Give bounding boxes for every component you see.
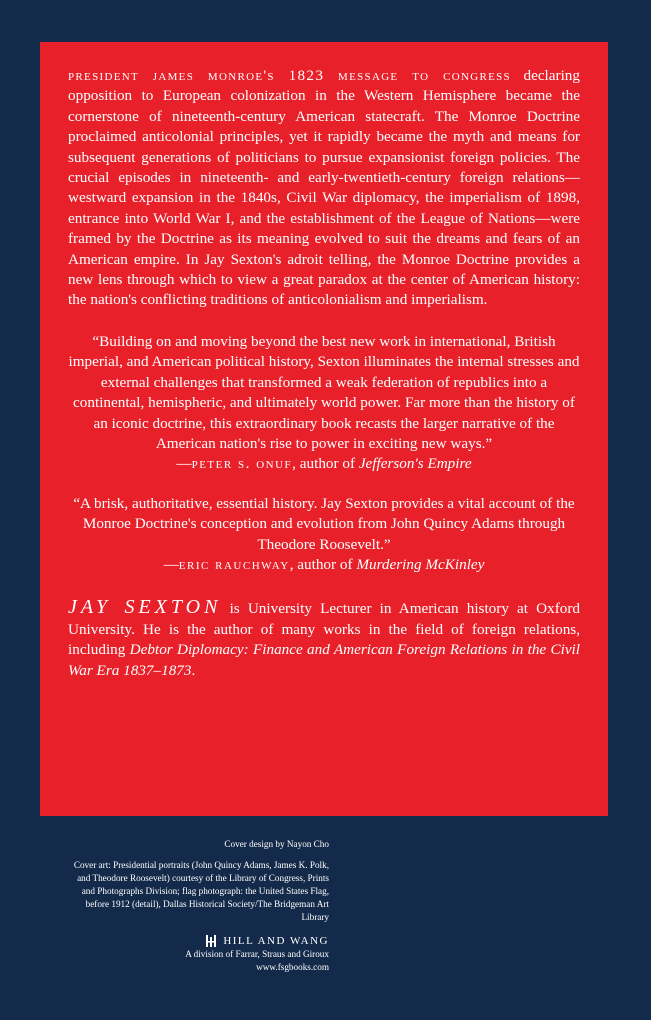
publisher-division: A division of Farrar, Straus and Giroux <box>185 949 329 959</box>
author-bio-text: is University Lecturer in American history at Oxford University. He is the author of many works in the field of foreign relations, including <box>68 600 581 659</box>
cover-art-credit: Cover art: Presidential portraits (John Quincy Adams, James K. Polk, and Theodore Roosevelt) courtesy of the Library of Congress, Prints and Photographs Division; flag photograph: the United States Flag, before 1912 (detail), Dallas Historical Society/The Bridgeman Art Library <box>73 860 329 922</box>
blurb-author-name: eric rauchway <box>178 555 290 573</box>
author-of-text: , author of <box>289 555 357 573</box>
blurb-attribution <box>68 555 580 575</box>
cover-design-credit: Cover design by Nayon Cho <box>224 839 329 849</box>
publisher-name: HILL AND WANG <box>223 935 329 947</box>
publisher-logo-icon <box>205 934 217 948</box>
blurb-attribution <box>68 454 580 474</box>
blurb-quote-1 <box>68 332 580 475</box>
description-lead: president james monroe's 1823 message to congress <box>68 67 511 84</box>
credits-footer <box>69 838 329 974</box>
blurb-book-title: Murdering McKinley <box>356 555 485 573</box>
author-bio-end: . <box>191 661 196 679</box>
attribution-dash: — <box>163 555 179 573</box>
blurb-author-name: peter s. onuf <box>191 455 293 473</box>
description-body: declaring opposition to European colonization in the Western Hemisphere became the cornerstone of nineteenth-century American statecraft. The Monroe Doctrine proclaimed anticolonial principles, yet it rapidly became the myth and means for subsequent generations of politicians to pursue expansionist foreign policies. The crucial episodes in nineteenth- and early-twentieth-century foreign relations—westward expansion in the 1840s, Civil War diplomacy, the imperialism of 1898, entrance into World War I, and the establishment of the League of Nations—were framed by the Doctrine as its meaning evolved to suit the dreams and fears of an American empire. In Jay Sexton's adroit telling, the Monroe Doctrine provides a new lens through which to view a great paradox at the center of American history: the nation's conflicting traditions of anticolonialism and imperialism. <box>68 67 580 309</box>
publisher-line <box>69 934 329 948</box>
blurb-text: “Building on and moving beyond the best new work in international, British imperial, and American political history, Sexton illuminates the internal stresses and external challenges that transformed a weak federation of republics into a continental, hemispheric, and ultimately world power. Far more than the history of an iconic doctrine, this extraordinary book recasts the larger narrative of the American nation's rise to power in exciting new ways.” <box>68 332 580 452</box>
publisher-website: www.fsgbooks.com <box>256 962 329 972</box>
author-name: JAY SEXTON <box>68 596 222 619</box>
blurb-text: “A brisk, authoritative, essential history. Jay Sexton provides a vital account of the Monroe Doctrine's conception and evolution from John Quincy Adams through Theodore Roosevelt.” <box>73 494 575 553</box>
author-bio <box>68 597 580 681</box>
description-panel <box>40 42 608 816</box>
author-of-text: , author of <box>292 455 359 473</box>
book-description <box>68 66 580 311</box>
attribution-dash: — <box>176 455 192 473</box>
author-book-title: Debtor Diplomacy: Finance and American Foreign Relations in the Civil War Era 1837–1873 <box>68 641 580 679</box>
blurb-quote-2 <box>68 494 580 576</box>
blurb-book-title: Jefferson's Empire <box>358 455 472 473</box>
